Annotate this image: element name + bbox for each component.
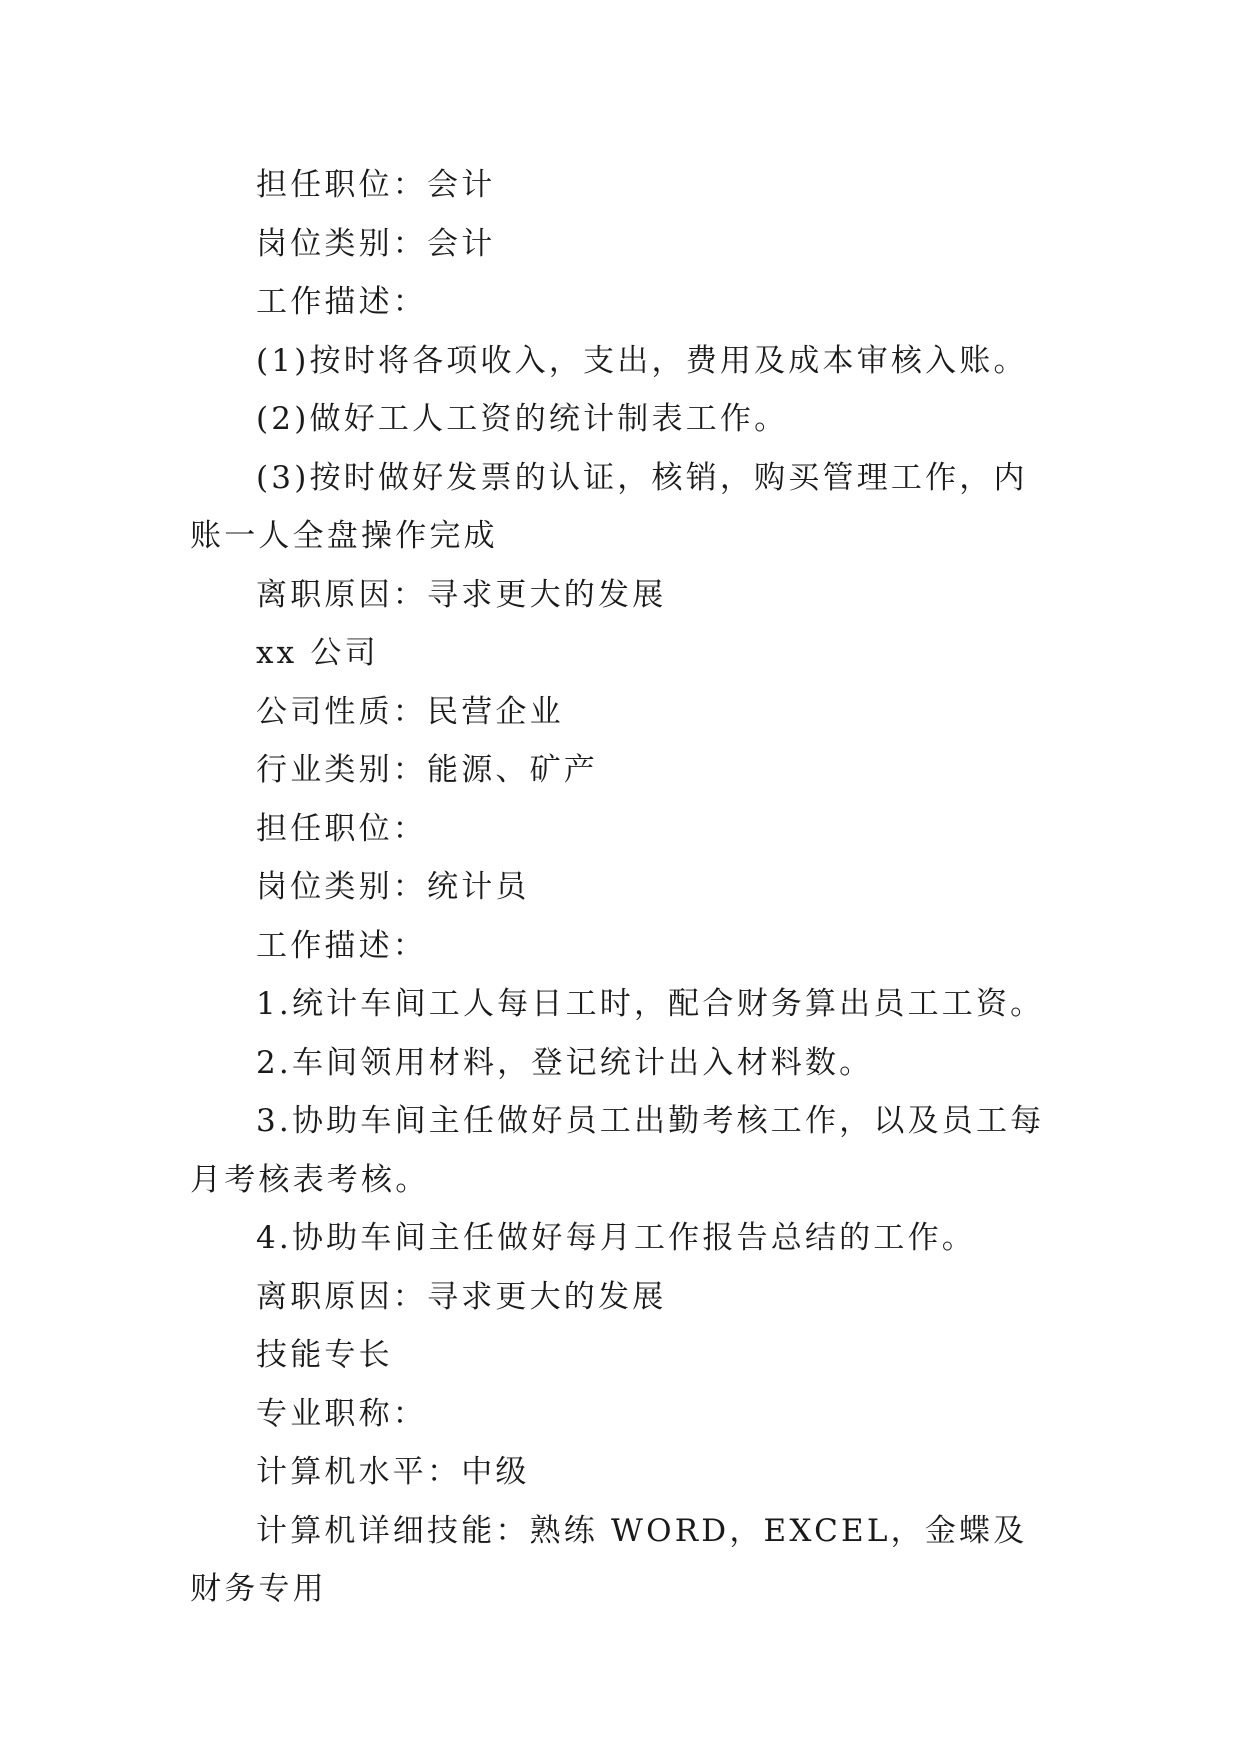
paragraph-task-2: 2.车间领用材料，登记统计出入材料数。 (256, 1044, 874, 1081)
paragraph-job-description-heading-2: 工作描述： (256, 927, 427, 964)
paragraph-computer-skills: 计算机详细技能：熟练 WORD，EXCEL，金蝶及财务专用 (190, 1512, 1028, 1607)
paragraph-category-statistician: 岗位类别：统计员 (256, 869, 530, 905)
paragraph-position-blank: 担任职位： (256, 810, 427, 847)
paragraph-leaving-reason-2: 离职原因：寻求更大的发展 (256, 1278, 667, 1315)
paragraph-company-name: xx 公司 (256, 635, 379, 671)
document-body (190, 156, 1054, 1619)
paragraph-duty-3: (3)按时做好发票的认证，核销，购买管理工作，内账一人全盘操作完成 (190, 459, 1028, 554)
paragraph-task-3: 3.协助车间主任做好员工出勤考核工作，以及员工每月考核表考核。 (190, 1103, 1045, 1198)
paragraph-leaving-reason: 离职原因：寻求更大的发展 (256, 576, 667, 613)
paragraph-professional-title: 专业职称： (256, 1395, 427, 1432)
paragraph-job-description-heading: 工作描述： (256, 284, 427, 320)
paragraph-duty-1: (1)按时将各项收入，支出，费用及成本审核入账。 (256, 342, 1028, 379)
paragraph-industry-category: 行业类别：能源、矿产 (256, 752, 598, 788)
paragraph-skills-heading: 技能专长 (256, 1337, 393, 1373)
paragraph-company-nature: 公司性质：民营企业 (256, 693, 564, 730)
paragraph-task-4: 4.协助车间主任做好每月工作报告总结的工作。 (256, 1220, 976, 1256)
paragraph-duty-2: (2)做好工人工资的统计制表工作。 (256, 401, 789, 437)
paragraph-computer-level: 计算机水平：中级 (256, 1454, 530, 1490)
paragraph-category-accountant: 岗位类别：会计 (256, 225, 496, 262)
paragraph-task-1: 1.统计车间工人每日工时，配合财务算出员工工资。 (256, 986, 1045, 1022)
paragraph-position-accountant: 担任职位：会计 (256, 167, 496, 203)
